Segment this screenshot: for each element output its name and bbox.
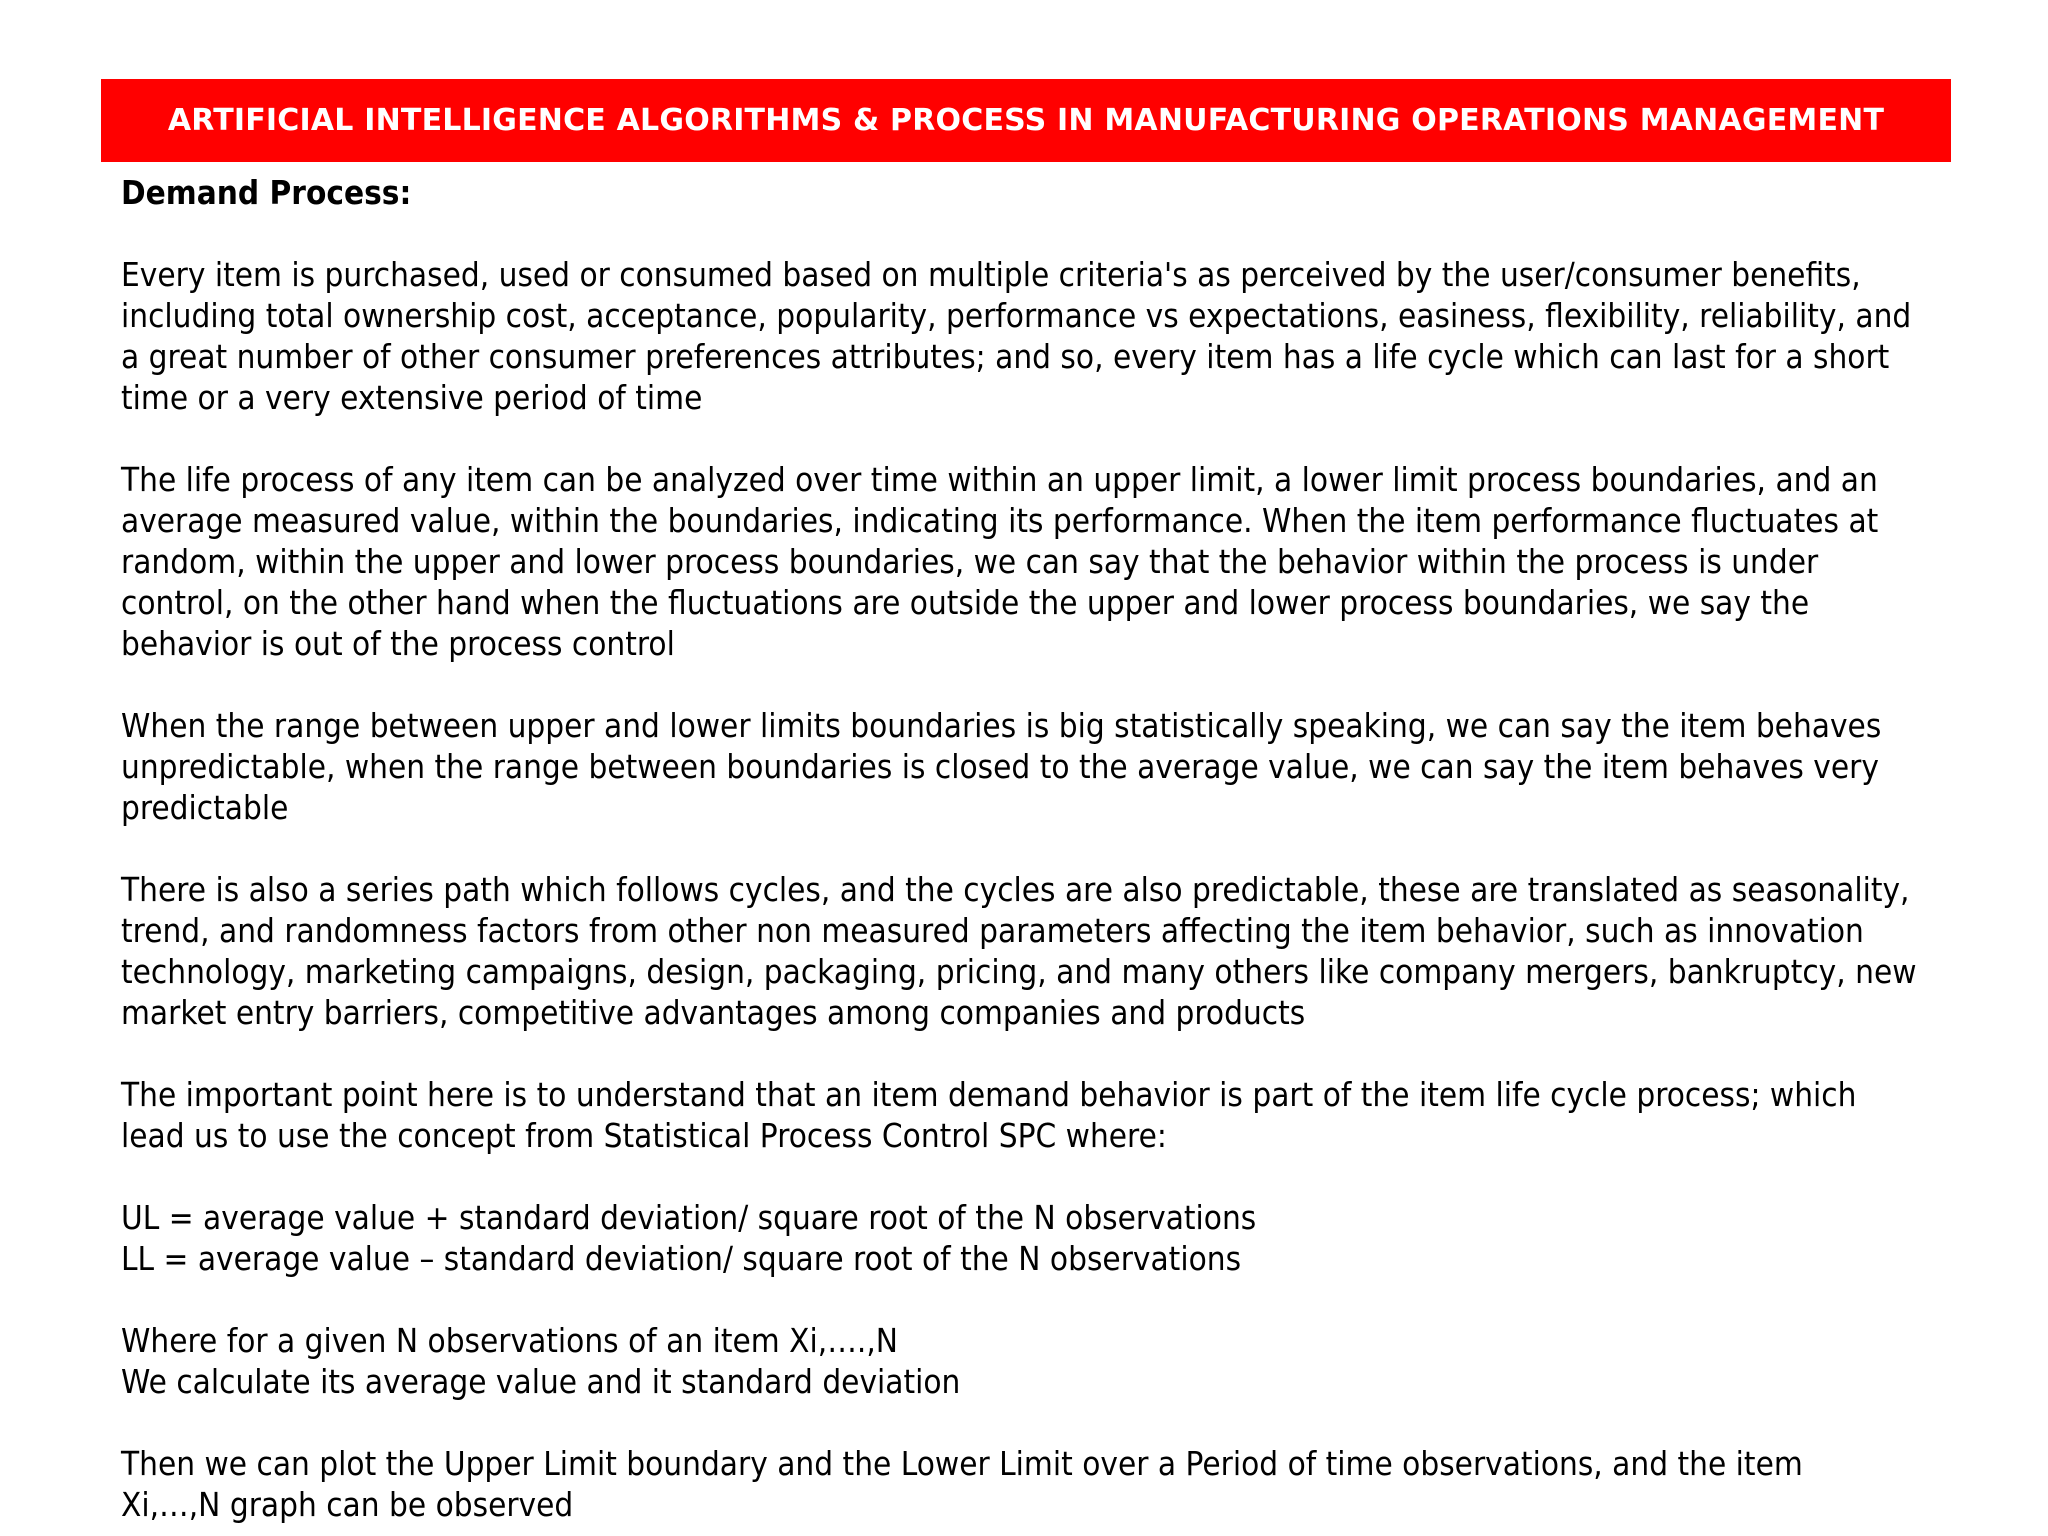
paragraph-line: predictable	[121, 788, 289, 827]
paragraph-line: trend, and randomness factors from other non measured parameters affecting the item behavior, such as innovation	[121, 911, 1864, 950]
paragraph-line: behavior is out of the process control	[121, 624, 675, 663]
paragraph-line: average measured value, within the boundaries, indicating its performance. When the item performance fluctuates at	[121, 501, 1879, 540]
paragraph-line: We calculate its average value and it standard deviation	[121, 1362, 961, 1401]
document-body	[121, 172, 1917, 1525]
paragraph-line: When the range between upper and lower limits boundaries is big statistically speaking, we can say the item behaves	[121, 706, 1882, 745]
paragraph-line: There is also a series path which follows cycles, and the cycles are also predictable, these are translated as seasonality,	[121, 870, 1910, 909]
paragraph-line: market entry barriers, competitive advantages among companies and products	[121, 993, 1306, 1032]
page-title: ARTIFICIAL INTELLIGENCE ALGORITHMS & PROCESS IN MANUFACTURING OPERATIONS MANAGEMENT	[167, 103, 1885, 138]
paragraph-8	[121, 1443, 1948, 1525]
paragraph-line: The important point here is to understand that an item demand behavior is part of the item life cycle process; which	[121, 1075, 1857, 1114]
paragraph-1	[121, 254, 1948, 418]
paragraph-3	[121, 705, 1948, 828]
paragraph-line: Xi,…,N graph can be observed	[121, 1485, 574, 1524]
paragraph-line: lead us to use the concept from Statistical Process Control SPC where:	[121, 1116, 1167, 1155]
paragraph-line: time or a very extensive period of time	[121, 378, 703, 417]
paragraph-line: control, on the other hand when the fluctuations are outside the upper and lower process boundaries, we say the	[121, 583, 1810, 622]
paragraph-line: random, within the upper and lower process boundaries, we can say that the behavior within the process is under	[121, 542, 1819, 581]
paragraph-7	[121, 1320, 1948, 1402]
paragraph-line: including total ownership cost, acceptance, popularity, performance vs expectations, easiness, flexibility, reliability, and	[121, 296, 1912, 335]
formula-block	[121, 1197, 1948, 1279]
lower-limit-formula: LL = average value – standard deviation/ square root of the N observations	[121, 1239, 1242, 1278]
paragraph-5	[121, 1074, 1948, 1156]
paragraph-2	[121, 459, 1948, 664]
paragraph-4	[121, 869, 1948, 1033]
paragraph-line: Then we can plot the Upper Limit boundary and the Lower Limit over a Period of time observations, and the item	[121, 1444, 1803, 1483]
paragraph-line: The life process of any item can be analyzed over time within an upper limit, a lower limit process boundaries, and an	[121, 460, 1878, 499]
paragraph-line: Where for a given N observations of an item Xi,….,N	[121, 1321, 899, 1360]
paragraph-line: technology, marketing campaigns, design, packaging, pricing, and many others like company mergers, bankruptcy, new	[121, 952, 1917, 991]
paragraph-line: unpredictable, when the range between boundaries is closed to the average value, we can say the item behaves very	[121, 747, 1879, 786]
paragraph-line: a great number of other consumer preferences attributes; and so, every item has a life cycle which can last for a short	[121, 337, 1890, 376]
title-banner	[101, 79, 1951, 162]
paragraph-line: Every item is purchased, used or consumed based on multiple criteria's as perceived by the user/consumer benefits,	[121, 255, 1861, 294]
upper-limit-formula: UL = average value + standard deviation/ square root of the N observations	[121, 1198, 1257, 1237]
section-heading: Demand Process:	[121, 173, 412, 212]
